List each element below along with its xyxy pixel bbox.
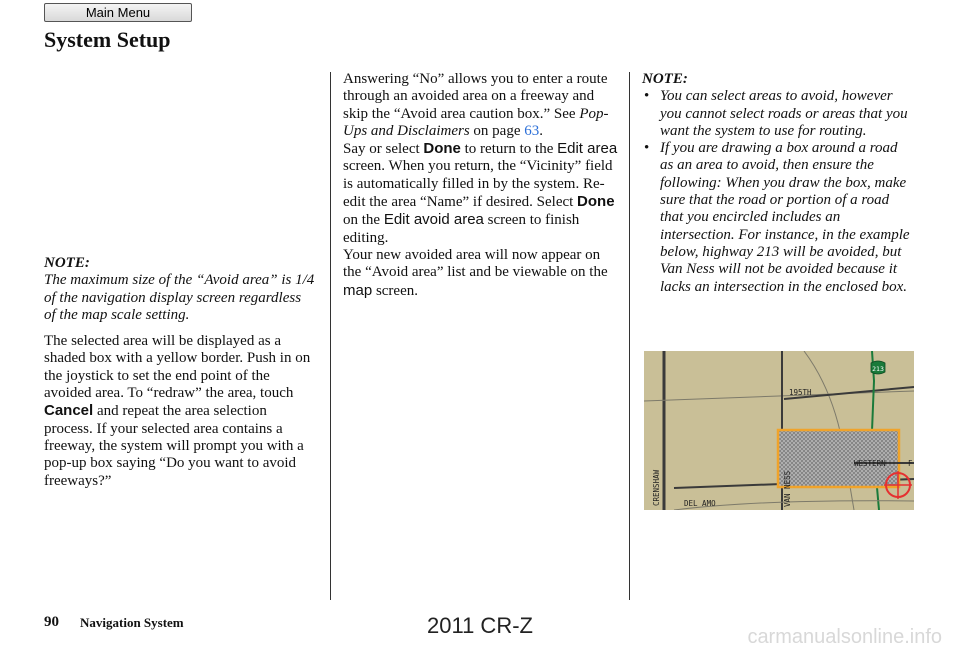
street-label-f: F [908,459,913,468]
popups-reference: Pop-Ups and Disclaimers [343,105,609,139]
edit-area-label: Edit area [557,140,618,158]
answering-paragraph: Answering “No” allows you to enter a route through an avoided area on a freeway and skip the “Avoid area caution box.” See Pop-Ups and Disclaimers on page 63. [343,71,609,139]
street-label-del-amo: DEL AMO [684,499,716,508]
page-63-link[interactable]: 63 [524,122,540,139]
site-watermark: carmanualsonline.info [747,626,942,648]
column-divider-right [629,72,630,600]
map-label: map [343,281,373,299]
bullet-drawing-box: • If you are drawing a box around a road as an area to avoid, then ensure the following: When you draw the box, make sure that the road or portion of a road that you encircled includes an intersection. For instance, in the example below, highway 213 will be avoided, but Van Ness will not be avoided because it lacks an intersection in the enclosed box. [642,140,914,296]
selection-paragraph: The selected area will be displayed as a shaded box with a yellow border. Push in on the joystick to set the end point of the avoided area. To “redraw” the area, touch Cancel and repeat the area selection process. If your selected area contains a freeway, the system will prompt you with a pop-up box saying “Do you want to avoid freeways?” [44,333,311,489]
bullet-select-areas: • You can select areas to avoid, however you cannot select roads or areas that you want the system to use for routing. [642,88,914,140]
page-title: System Setup [44,27,171,52]
model-watermark: 2011 CR-Z [427,613,533,638]
done-label-2: Done [577,193,615,211]
column-3 [642,71,914,296]
svg-text:213: 213 [872,365,884,373]
cancel-label: Cancel [44,402,94,420]
column-1 [44,255,316,490]
avoided-area-paragraph: Your new avoided area will now appear on the “Avoid area” list and be viewable on the map screen. [343,246,608,299]
note-text: The maximum size of the “Avoid area” is 1/4 of the navigation display screen regardless of the map scale setting. [44,272,315,323]
done-label: Done [423,140,461,158]
highway-213-shield [871,361,885,374]
street-label-western: WESTERN [854,459,886,468]
page-number: 90 [44,614,59,630]
main-menu-button[interactable]: Main Menu [44,3,192,22]
street-label-van-ness: VAN NESS [783,470,792,507]
column-divider-left [330,72,331,600]
done-paragraph: Say or select Done to return to the Edit area screen. When you return, the “Vicinity” field is automatically filled in by the system. Re-edit the area “Name” if desired. Select Done on the Edit avoid area screen to finish editing. [343,140,618,246]
note-label: NOTE: [44,255,90,271]
street-label-crenshaw: CRENSHAW [652,469,661,506]
edit-avoid-area-label: Edit avoid area [383,211,484,229]
avoid-area-map [644,351,914,510]
note-label-2: NOTE: [642,71,688,87]
section-label: Navigation System [80,615,184,630]
street-label-195th: 195TH [789,388,812,397]
column-2 [343,71,618,300]
